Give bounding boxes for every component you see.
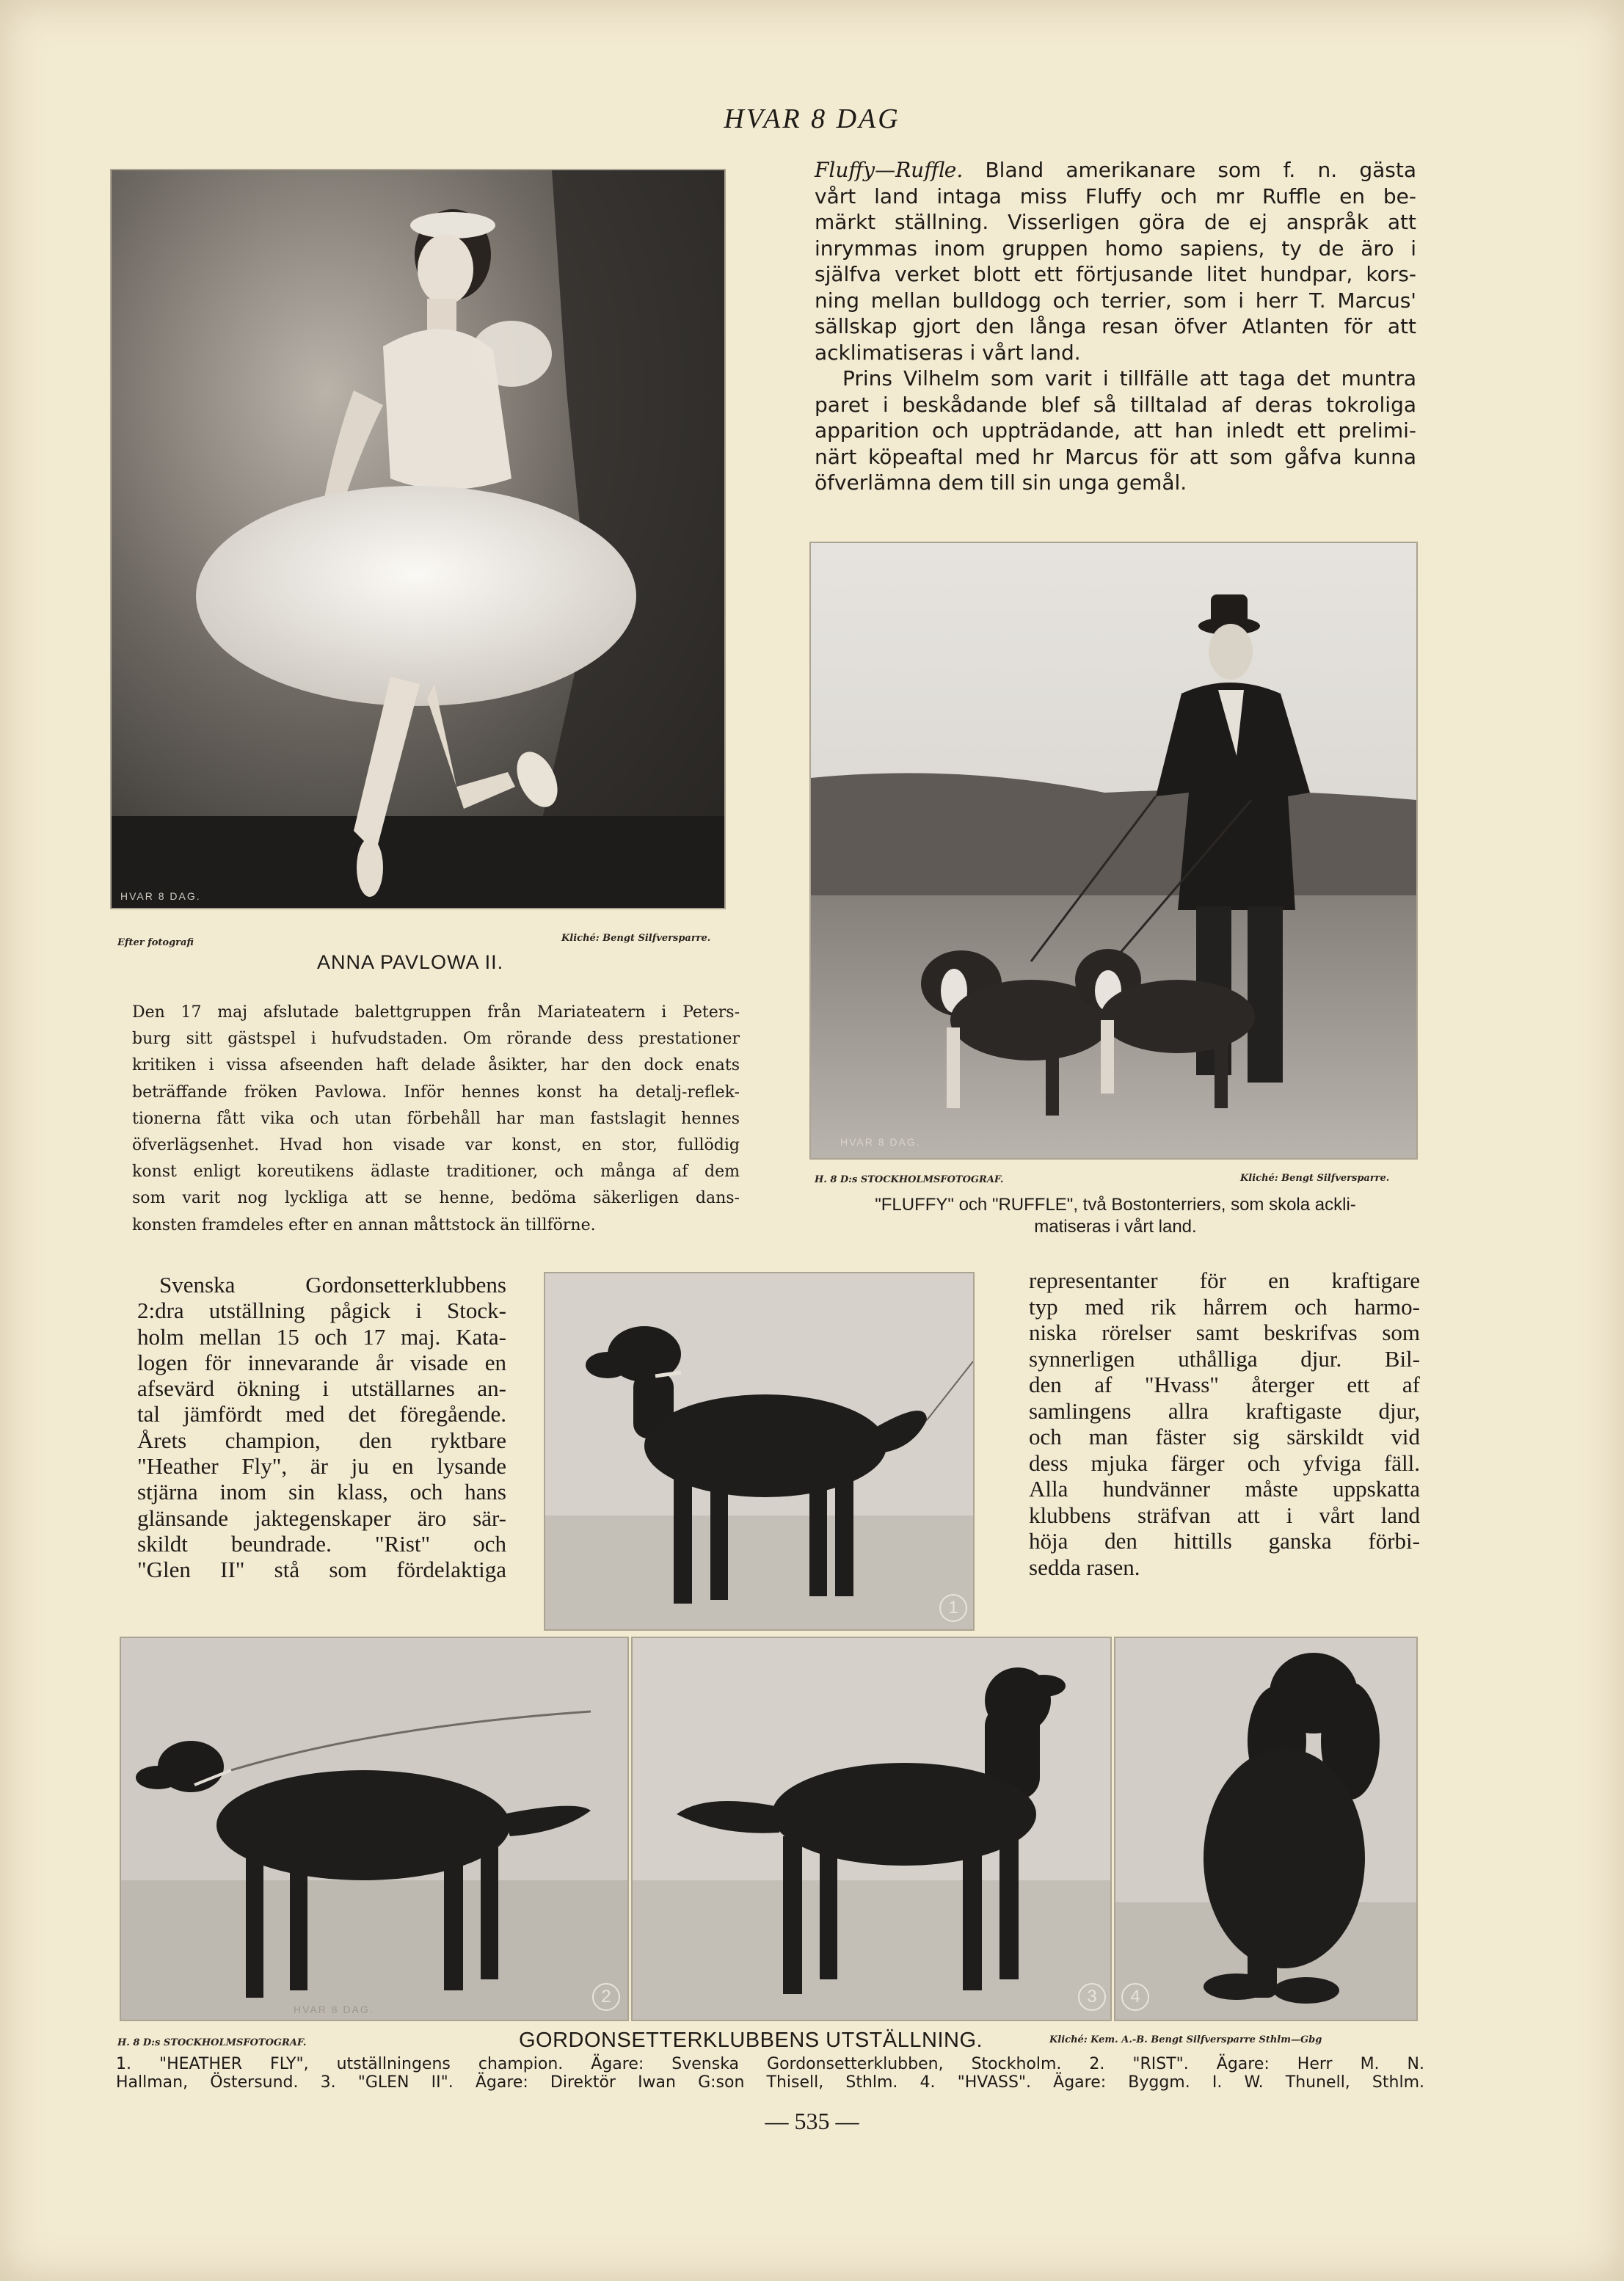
gordon-line: Årets champion, den ryktbare [137,1427,506,1453]
photo-number-badge: 4 [1121,1983,1149,2011]
gordon-legend [116,2055,1424,2092]
gordon-line: skildt beundrade. "Rist" och [137,1530,506,1557]
gordon-line: afsevärd ökning i utställarnes an- [137,1375,506,1402]
gordon-line: sedda rasen. [1029,1554,1140,1580]
fluffy-credit-left: H. 8 D:s STOCKHOLMSFOTOGRAF. [815,1174,1004,1185]
gordon-line: tal jämfördt med det föregående. [137,1401,506,1427]
gordon-line: klubbens sträfvan att i vårt land [1029,1502,1420,1528]
gordon-line: holm mellan 15 och 17 maj. Kata- [137,1323,506,1350]
fluffy-caption [811,1194,1420,1238]
gordon-line: 2:dra utställning pågick i Stock- [137,1298,506,1324]
photo-number-badge: 2 [592,1983,620,2011]
page-number: — 535 — [765,2108,859,2134]
gordon-photo-1 [545,1273,973,1629]
gordon-article-left [137,1272,506,1583]
gordon-legend-line2: Hallman, Östersund. 3. "GLEN II". Ägare: Direktör Iwan G:son Thisell, Sthlm. 4. "HVASS". Ägare: Byggm. I. W. Thunell, Sthlm. [116,2073,1424,2092]
gordon-line: glänsande jaktegenskaper äro sär- [137,1505,506,1531]
fluffy-line: Prins Vilhelm som varit i tillfälle att taga det muntra [842,366,1416,390]
fluffy-article [815,157,1416,496]
gordon-line: och man fäster sig särskildt vid [1029,1424,1420,1449]
pavlova-article [132,1000,740,1239]
fluffy-line: inrymmas inom gruppen homo sapiens, ty de äro i [815,236,1416,261]
pavlova-line: beträffande fröken Pavlowa. Inför hennes konst ha detalj-reflek- [132,1083,740,1102]
gordon-photo-3 [633,1638,1110,2020]
photo-number-badge: 3 [1078,1983,1106,2011]
pavlova-credit-right: Kliché: Bengt Silfversparre. [561,933,711,944]
gordon-line: synnerligen uthålliga djur. Bil- [1029,1345,1420,1372]
pavlova-caption: ANNA PAVLOWA II. [317,951,504,973]
fluffy-line: märkt ställning. Visserligen göra de ej anspråk att [815,210,1416,234]
fluffy-line: acklimatiseras i vårt land. [815,340,1081,365]
gordon-line: typ med rik hårrem och harmo- [1029,1293,1420,1320]
pavlova-line: Den 17 maj afslutade balettgruppen från Mariateatern i Peters- [132,1003,740,1022]
gordon-line: niska rörelser samt beskrifvas som [1029,1320,1420,1345]
fluffy-ruffle-photo [811,543,1416,1158]
gordon-credit-right: Kliché: Kem. A.-B. Bengt Silfversparre Sthlm—Gbg [1049,2034,1322,2045]
pavlova-line: burg sitt gästspel i hufvudstaden. Om rörande dess prestationer [132,1030,740,1049]
gordon-photo-4 [1115,1638,1416,2020]
gordon-line: representanter för en kraftigare [1029,1267,1420,1293]
fluffy-heading: Fluffy—Ruffle. [815,158,964,182]
fluffy-first-text: Bland amerikanare som f. n. gästa [985,158,1416,182]
gordon-line: dess mjuka färger och yfviga fäll. [1029,1449,1420,1476]
gordon-line: stjärna inom sin klass, och hans [137,1479,506,1505]
fluffy-line: apparition och uppträdande, att han inledt ett prelimi- [815,418,1416,443]
fluffy-credit-right: Kliché: Bengt Silfversparre. [1240,1173,1390,1184]
gordon-photo-label: HVAR 8 DAG. [294,2004,374,2015]
gordon-article-right [1029,1267,1420,1580]
fluffy-line: själfva verket blott ett förtjusande litet hundpar, kors- [815,262,1416,286]
pavlova-line: öfverlägsenhet. Hvad hon visade var konst, en stor, fullödig [132,1136,740,1155]
gordon-line: Svenska Gordonsetterklubbens [159,1272,506,1298]
gordon-credit-left: H. 8 D:s STOCKHOLMSFOTOGRAF. [117,2037,307,2048]
gordon-line: höja den hittills ganska förbi- [1029,1528,1420,1554]
gordon-line: samlingens allra kraftigaste djur, [1029,1397,1420,1424]
gordon-line: "Heather Fly", är ju en lysande [137,1453,506,1480]
gordon-line: logen för innevarande år visade en [137,1349,506,1375]
gordon-line: Alla hundvänner måste uppskatta [1029,1476,1420,1502]
pavlova-line: tionerna fått vika och utan förbehåll har man fastslagit hennes [132,1109,740,1128]
photo-number-badge: 1 [939,1594,967,1622]
pavlova-line: konst enligt koreutikens ädlaste traditioner, och många af dem [132,1163,740,1182]
running-header: HVAR 8 DAG [724,103,900,134]
gordon-caption: GORDONSETTERKLUBBENS UTSTÄLLNING. [519,2029,983,2052]
gordon-legend-line1: 1. "HEATHER FLY", utställningens champion. Ägare: Svenska Gordonsetterklubben, Stockholm. 2. "RIST". Ägare: Herr M. N. [116,2055,1424,2073]
gordon-photo-2 [121,1638,627,2020]
pavlova-photo [112,170,724,908]
fluffy-line: öfverlämna dem till sin unga gemål. [815,470,1187,495]
pavlova-line: kritiken i vissa afseenden haft delade åsikter, har den dock enats [132,1056,740,1075]
fluffy-first-line [815,157,1416,183]
gordon-line: den af "Hvass" återger ett af [1029,1372,1420,1397]
gordon-line: "Glen II" stå som fördelaktiga [137,1557,506,1583]
fluffy-line: ning mellan bulldogg och terrier, som i herr T. Marcus' [815,288,1416,313]
pavlova-line: som varit nog lyckliga att se henne, bedöma säkerligen dans- [132,1189,740,1208]
fluffy-caption-line2: matiseras i vårt land. [1034,1217,1197,1237]
pavlova-photo-label: HVAR 8 DAG. [120,890,201,902]
fluffy-photo-label: HVAR 8 DAG. [840,1136,921,1148]
pavlova-line: konsten framdeles efter en annan måttstock än tillförne. [132,1215,596,1234]
fluffy-line: paret i beskådande blef så tilltalad af deras tokroliga [815,392,1416,417]
fluffy-line: vårt land intaga miss Fluffy och mr Ruffle en be- [815,183,1416,208]
pavlova-credit-left: Efter fotografi [117,937,194,948]
fluffy-line: sällskap gjort den långa resan öfver Atlanten för att [815,314,1416,338]
fluffy-line: närt köpeaftal med hr Marcus för att som gåfva kunna [815,444,1416,469]
fluffy-caption-line1: "FLUFFY" och "RUFFLE", två Bostonterriers, som skola ackli- [875,1195,1356,1215]
